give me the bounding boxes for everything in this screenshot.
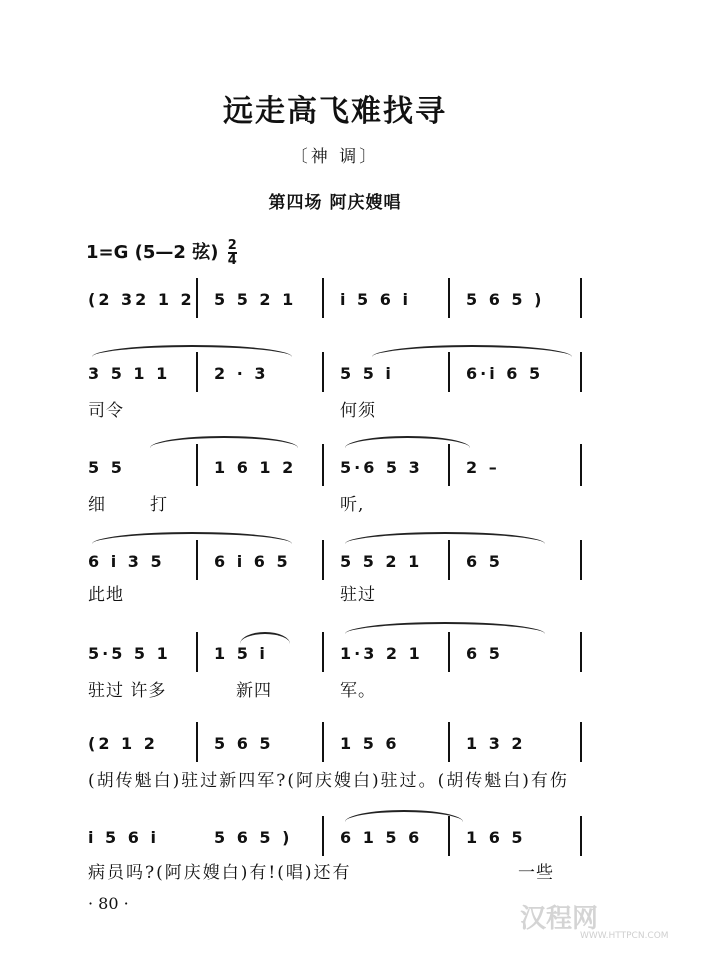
barline bbox=[196, 352, 198, 392]
barline bbox=[322, 540, 324, 580]
measure: 5·6 5 3 bbox=[340, 458, 423, 477]
lyric: 驻过 bbox=[340, 585, 376, 605]
measure: 5 6 5 bbox=[214, 734, 274, 753]
measure: 1 6 1 2 bbox=[214, 458, 297, 477]
measure: 6 5 bbox=[466, 644, 503, 663]
barline bbox=[322, 816, 324, 856]
time-sig-top: 2 bbox=[227, 238, 237, 253]
lyric: 此地 bbox=[88, 585, 124, 605]
measure: i 5 6 i bbox=[88, 828, 159, 847]
measure: 5 5 bbox=[88, 458, 125, 477]
slur bbox=[345, 622, 545, 634]
barline bbox=[448, 278, 450, 318]
barline bbox=[580, 722, 582, 762]
measure: 2 – bbox=[466, 458, 500, 477]
barline bbox=[448, 352, 450, 392]
tune-label: 〔神 调〕 bbox=[290, 147, 380, 167]
barline bbox=[448, 444, 450, 486]
barline bbox=[196, 444, 198, 486]
barline bbox=[448, 540, 450, 580]
slur bbox=[150, 436, 298, 448]
barline bbox=[580, 444, 582, 486]
barline bbox=[196, 540, 198, 580]
measure: 5 6 5 ) bbox=[214, 828, 293, 847]
measure: 5 5 2 1 bbox=[214, 290, 297, 309]
measure: 1 5 i bbox=[214, 644, 268, 663]
watermark: 汉程网 bbox=[520, 904, 599, 934]
watermark-url: WWW.HTTPCN.COM bbox=[580, 931, 669, 941]
lyric: 司令 bbox=[88, 401, 124, 421]
key-text: 1=G (5—2 弦) bbox=[86, 242, 219, 263]
spoken-text: 病员吗?(阿庆嫂白)有!(唱)还有 bbox=[88, 863, 352, 883]
barline bbox=[322, 352, 324, 392]
barline bbox=[580, 816, 582, 856]
measure: 1 6 5 bbox=[466, 828, 526, 847]
measure: 6 i 3 5 bbox=[88, 552, 165, 571]
barline bbox=[196, 722, 198, 762]
barline bbox=[322, 632, 324, 672]
song-title: 远走高飞难找寻 bbox=[223, 94, 447, 129]
lyric: 听, bbox=[340, 495, 365, 515]
measure: 1 3 2 bbox=[466, 734, 526, 753]
barline bbox=[322, 278, 324, 318]
lyric: 驻过 许多 bbox=[88, 681, 167, 701]
barline bbox=[580, 632, 582, 672]
slur bbox=[372, 345, 572, 357]
measure: 5 5 2 1 bbox=[340, 552, 423, 571]
measure: 5 6 5 ) bbox=[466, 290, 545, 309]
barline bbox=[196, 632, 198, 672]
time-signature bbox=[228, 239, 237, 267]
lyric: 一些 bbox=[518, 863, 554, 883]
barline bbox=[322, 444, 324, 486]
lyric: 新四 bbox=[236, 681, 272, 701]
measure: 6 i 6 5 bbox=[214, 552, 291, 571]
page-number: · 80 · bbox=[88, 894, 129, 913]
measure: 1·3 2 1 bbox=[340, 644, 423, 663]
barline bbox=[322, 722, 324, 762]
measure: 6 5 bbox=[466, 552, 503, 571]
measure: 3 5 1 1 bbox=[88, 364, 171, 383]
spoken-text: (胡传魁白)驻过新四军?(阿庆嫂白)驻过。(胡传魁白)有伤 bbox=[88, 771, 569, 791]
barline bbox=[580, 278, 582, 318]
measure: i 5 6 i bbox=[340, 290, 411, 309]
slur bbox=[92, 345, 292, 357]
barline bbox=[580, 352, 582, 392]
time-sig-bottom: 4 bbox=[227, 253, 237, 268]
barline bbox=[448, 722, 450, 762]
measure: 6·i 6 5 bbox=[466, 364, 544, 383]
measure: 1 5 6 bbox=[340, 734, 400, 753]
measure: 5·5 5 1 bbox=[88, 644, 171, 663]
scene-label: 第四场 阿庆嫂唱 bbox=[268, 193, 402, 213]
slur bbox=[345, 810, 463, 822]
lyric: 军。 bbox=[340, 681, 376, 701]
lyric: 打 bbox=[150, 495, 168, 515]
slur bbox=[240, 632, 290, 644]
slur bbox=[345, 436, 470, 448]
measure: (2 1 2 bbox=[88, 734, 158, 753]
barline bbox=[196, 278, 198, 318]
barline bbox=[448, 816, 450, 856]
key-signature bbox=[86, 238, 237, 267]
slur bbox=[345, 532, 545, 544]
barline bbox=[580, 540, 582, 580]
lyric: 细 bbox=[88, 495, 106, 515]
measure: 2 · 3 bbox=[214, 364, 269, 383]
measure: 6 1 5 6 bbox=[340, 828, 423, 847]
measure: 5 5 i bbox=[340, 364, 394, 383]
slur bbox=[92, 532, 292, 544]
lyric: 何须 bbox=[340, 401, 376, 421]
measure: (2 32 1 2 bbox=[88, 290, 195, 309]
barline bbox=[448, 632, 450, 672]
